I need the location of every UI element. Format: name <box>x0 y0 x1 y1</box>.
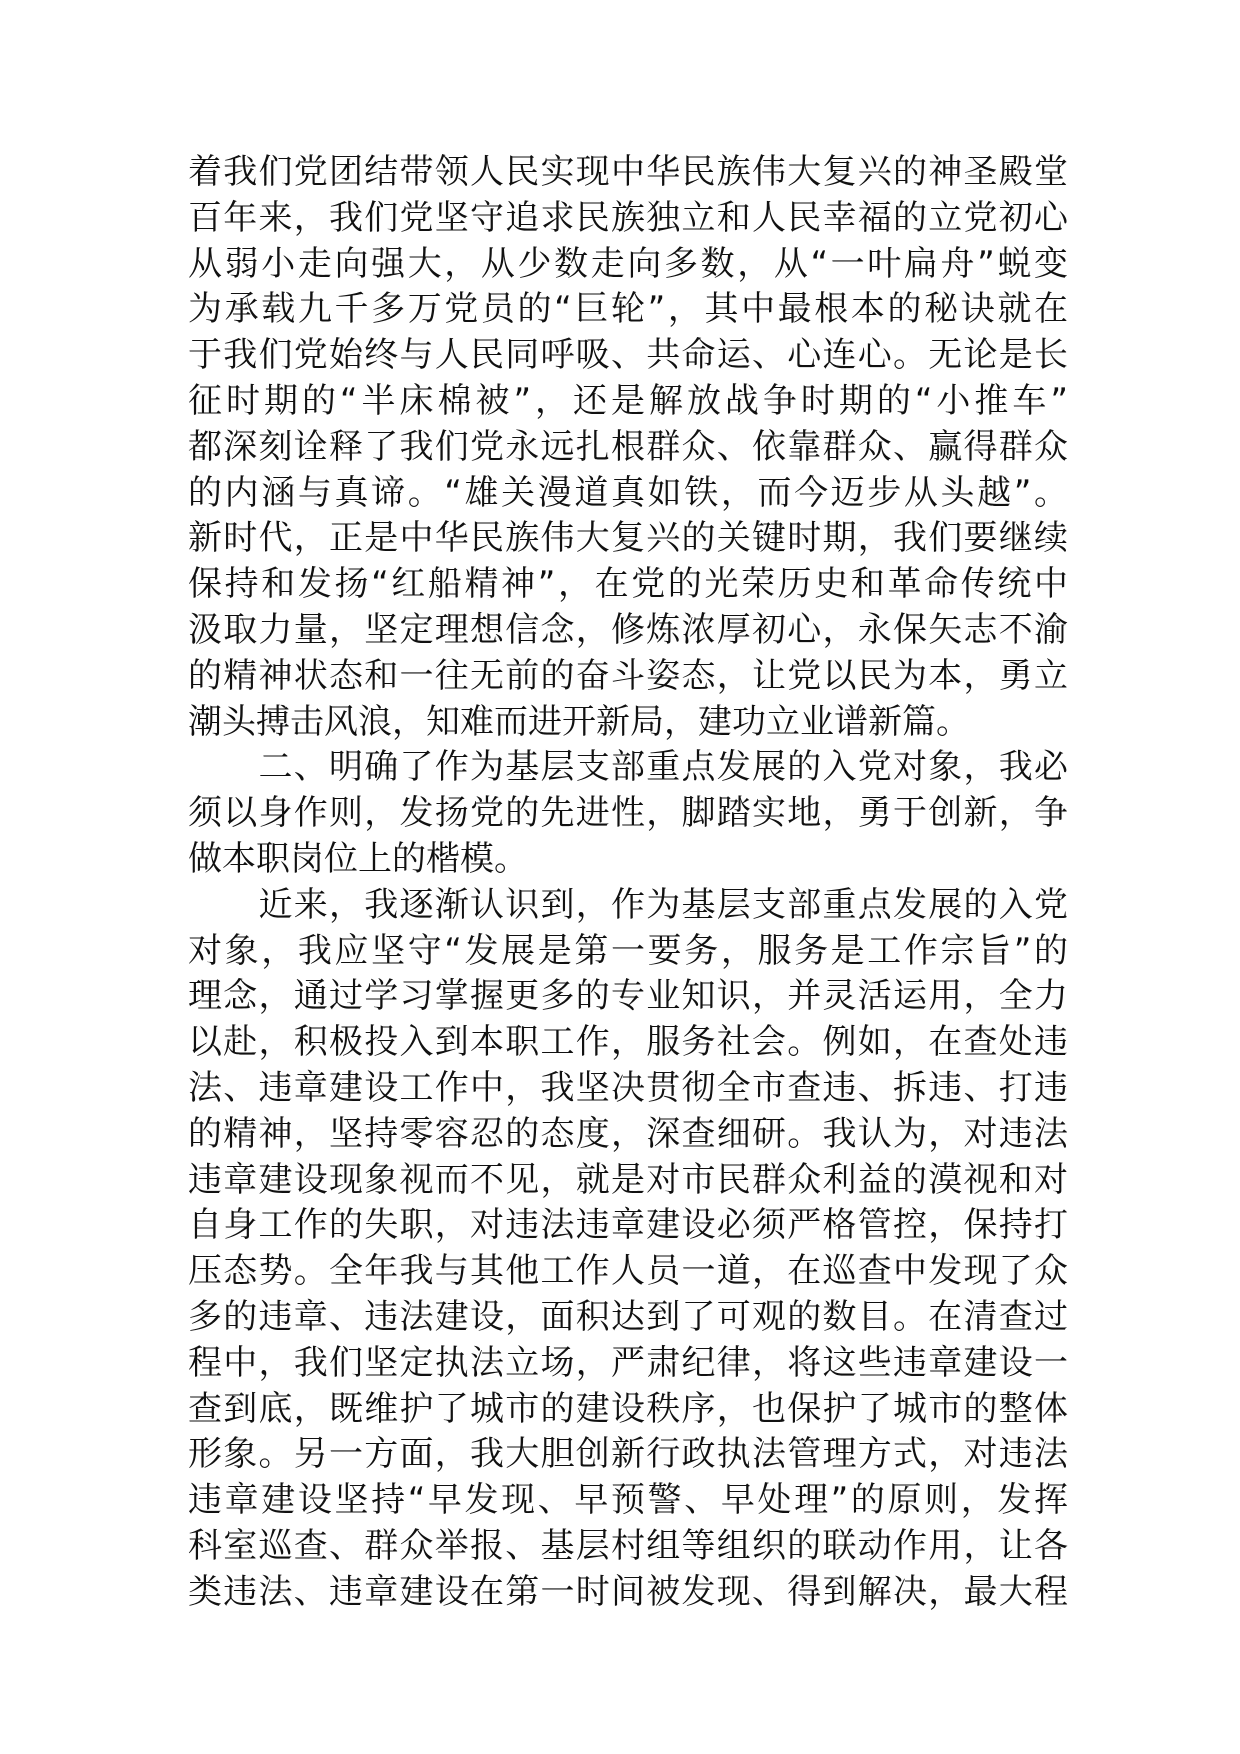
text-line: 近来，我逐渐认识到，作为基层支部重点发展的入党 <box>188 884 1068 925</box>
text-line: 违章建设现象视而不见，就是对市民群众利益的漠视和对 <box>188 1159 1068 1200</box>
text-line: 自身工作的失职，对违法违章建设必须严格管控，保持打 <box>188 1205 1068 1246</box>
text-line: 类违法、违章建设在第一时间被发现、得到解决，最大程 <box>188 1571 1068 1612</box>
text-line: 汲取力量，坚定理想信念，修炼浓厚初心，永保矢志不渝 <box>188 609 1068 650</box>
text-line: 从弱小走向强大，从少数走向多数，从“一叶扁舟”蜕变 <box>188 243 1068 284</box>
paragraph-continued <box>188 150 1068 745</box>
heading-line: 二、明确了作为基层支部重点发展的入党对象，我必 <box>188 747 1068 788</box>
text-line: 都深刻诠释了我们党永远扎根群众、依靠群众、赢得群众 <box>188 426 1068 467</box>
text-line: 百年来，我们党坚守追求民族独立和人民幸福的立党初心 <box>188 197 1068 238</box>
text-line: 法、违章建设工作中，我坚决贯彻全市查违、拆违、打违 <box>188 1067 1068 1108</box>
section-heading <box>188 745 1068 882</box>
text-line: 形象。另一方面，我大胆创新行政执法管理方式，对违法 <box>188 1434 1068 1475</box>
text-line: 为承载九千多万党员的“巨轮”，其中最根本的秘诀就在 <box>188 289 1068 330</box>
text-line: 的内涵与真谛。“雄关漫道真如铁，而今迈步从头越”。 <box>188 472 1068 513</box>
text-line: 科室巡查、群众举报、基层村组等组织的联动作用，让各 <box>188 1525 1068 1566</box>
text-line: 多的违章、违法建设，面积达到了可观的数目。在清查过 <box>188 1296 1068 1337</box>
text-line: 保持和发扬“红船精神”，在党的光荣历史和革命传统中 <box>188 564 1068 605</box>
heading-line: 须以身作则，发扬党的先进性，脚踏实地，勇于创新，争 <box>188 793 1068 834</box>
text-line: 查到底，既维护了城市的建设秩序，也保护了城市的整体 <box>188 1388 1068 1429</box>
heading-line: 做本职岗位上的楷模。 <box>188 838 528 879</box>
document-body <box>188 150 1068 1616</box>
text-line: 违章建设坚持“早发现、早预警、早处理”的原则，发挥 <box>188 1480 1068 1521</box>
text-line: 的精神，坚持零容忍的态度，深查细研。我认为，对违法 <box>188 1113 1068 1154</box>
text-line: 程中，我们坚定执法立场，严肃纪律，将这些违章建设一 <box>188 1342 1068 1383</box>
text-line: 对象，我应坚守“发展是第一要务，服务是工作宗旨”的 <box>188 930 1068 971</box>
text-line: 潮头搏击风浪，知难而进开新局，建功立业谱新篇。 <box>188 701 970 742</box>
text-line: 以赴，积极投入到本职工作，服务社会。例如，在查处违 <box>188 1022 1068 1063</box>
text-line: 新时代，正是中华民族伟大复兴的关键时期，我们要继续 <box>188 518 1068 559</box>
text-line: 征时期的“半床棉被”，还是解放战争时期的“小推车” <box>188 380 1068 421</box>
text-line: 压态势。全年我与其他工作人员一道，在巡查中发现了众 <box>188 1251 1068 1292</box>
text-line: 的精神状态和一往无前的奋斗姿态，让党以民为本，勇立 <box>188 655 1068 696</box>
text-line: 于我们党始终与人民同呼吸、共命运、心连心。无论是长 <box>188 335 1068 376</box>
text-line: 理念，通过学习掌握更多的专业知识，并灵活运用，全力 <box>188 976 1068 1017</box>
text-line: 着我们党团结带领人民实现中华民族伟大复兴的神圣殿堂 <box>188 152 1068 192</box>
paragraph-body <box>188 883 1068 1616</box>
